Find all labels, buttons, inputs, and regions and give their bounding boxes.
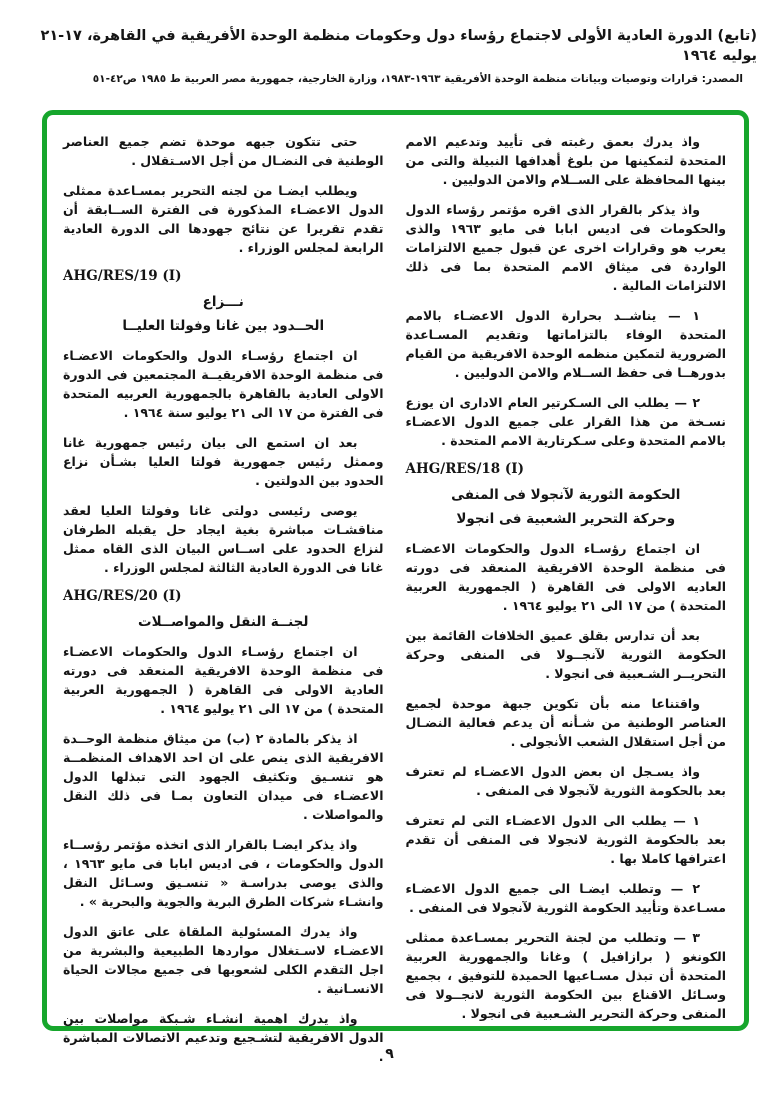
paragraph: حتى تتكون جبهه موحدة تضم جميع العناصر الوطنية فى النضـال من أجل الاسـتقلال . <box>63 134 384 168</box>
paragraph: واذ يدرك اهمية انشـاء شـبكة مواصلات بين الدول الافريقية لتشـجيع وتدعيم الاتصالات المباشرة . <box>63 1011 384 1064</box>
paragraph: واقتناعا منه بأن تكوين جبهة موحدة لجميع العناصر الوطنية من شـأنه أن يدعم فعالية النضـال من أجل استقلال الشعب الأنجولى . <box>405 696 726 749</box>
document-header <box>0 0 779 85</box>
paragraph: ١ — يطلب الى الدول الاعضـاء التى لم تعترف بعد بالحكومة الثورية لانجولا فى المنفى أن تقدم اعترافها كاملا بها . <box>405 813 726 866</box>
section-heading-line: الحــدود بين غانا وفولتا العليــا <box>122 318 325 334</box>
paragraph: ان اجتماع رؤسـاء الدول والحكومات الاعضـاء فى منظمة الوحدة الافريقية المنعقد فى دورته العادية الاولى فى القاهرة ( الجمهورية العربية المتحدة ) من ١٧ الى ٢١ يوليو ١٩٦٤ . <box>63 644 384 716</box>
paragraph: واذ يسـجل ان بعض الدول الاعضـاء لم تعترف بعد بالحكومة الثورية لآنجولا فى المنفى . <box>405 764 726 798</box>
section-heading-line: وحركة التحرير الشعبية فى انجولا <box>456 511 676 527</box>
resolution-code: AHG/RES/18 (I) <box>405 461 524 477</box>
paragraph: واذ يذكر بالقرار الذى اقره مؤتمر رؤساء الدول والحكومات فى اديس ابابا فى مايو ١٩٦٣ والذى يعرب هو وقرارات اخرى عن قبول جميع الالتزامات الواردة فى ميثاق الامم المتحدة بما فى ذلك الالتزامات المالية . <box>405 202 726 293</box>
paragraph: واذ يدرك بعمق رغبته فى تأييد وتدعيم الامم المتحدة لتمكينها من بلوغ أهدافها النبيلة والتى من بينها المحافظة على الســلام والامن الدوليين . <box>405 134 726 187</box>
paragraph: ١ — يناشــد بحرارة الدول الاعضـاء بالامم المتحدة الوفاء بالتزاماتها وتقديم المسـاعدة الضرورية لتمكين منظمه الوحدة الافريقية من القيام بدورهــا فى حفظ الســلام والامن الدوليين . <box>405 308 726 380</box>
paragraph: واذ يذكر ايضـا بالقرار الذى اتخذه مؤتمر رؤســاء الدول والحكومات ، فى اديس ابابا فى مايو ١٩٦٣ ، والذى يوصى بدراسـة « تنسـيق وسـائل النقل وانشـاء شركات الطرق البرية والجوية والبحرية » . <box>63 837 384 909</box>
paragraph: واذ يدرك المسئولية الملقاة على عاتق الدول الاعضـاء لاسـتغلال مواردها الطبيعية والبشرية من اجل التقدم الكلى لشعوبها فى جميع مجالات الحياة الانسـانية . <box>63 924 384 996</box>
column-left <box>63 132 384 1064</box>
section-heading <box>63 294 384 334</box>
page-number: ٩ <box>385 1046 394 1062</box>
paragraph: اذ يذكر بالمادة ٢ (ب) من ميثاق منظمة الوحــدة الافريقية الذى ينص على ان احد الاهداف المنظمــة هو تنسـيق وتكثيف الجهود التى تبذلها الدول الاعضـاء فى ميدان التعاون بمـا فى ذلك النقل والمواصلات . <box>63 731 384 822</box>
paragraph: ٢ — يطلب الى السـكرتير العام الادارى ان يوزع نسـخة من هذا القرار على جميع الدول الاعضـاء بالامم المتحدة وعلى سـكرتارية الامم المتحدة . <box>405 395 726 448</box>
resolution-code: AHG/RES/19 (I) <box>63 268 182 284</box>
two-column-text <box>47 115 744 1064</box>
paragraph: ٢ — وتطلب ايضـا الى جميع الدول الاعضـاء مسـاعدة وتأييد الحكومة الثورية لآنجولا فى المنفى . <box>405 881 726 915</box>
resolution-code: AHG/RES/20 (I) <box>63 588 182 604</box>
column-right <box>405 132 727 1021</box>
paragraph: ٣ — وتطلب من لجنة التحرير بمسـاعدة ممثلى الكونغو ( برازافيل ) وغانا والجمهورية العربية المتحدة أن تبذل مسـاعيها الحميدة للتوفيق ، بجميع وسـائل الاقناع بين الحكومة الثورية لانجــولا فى المنفى وحركة التحرير الشـعبية فى انجولا . <box>405 930 726 1021</box>
paragraph: ان اجتماع رؤسـاء الدول والحكومات الاعضـاء فى منظمة الوحدة الافريقيــة المجتمعين فى الدورة الاولى العادية بالقاهرة بالجمهورية العربيه المتحدة فى الفترة من ١٧ الى ٢١ يوليو سنة ١٩٦٤ . <box>63 348 384 420</box>
green-frame <box>42 110 749 1064</box>
section-heading-line: لجنــة النقل والمواصــلات <box>138 614 309 630</box>
section-heading <box>406 487 727 527</box>
session-title: (تابع) الدورة العادية الأولى لاجتماع رؤساء دول وحكومات منظمة الوحدة الأفريقية في القاهرة، ١٧-٢١ يوليه ١٩٦٤ <box>40 28 757 65</box>
paragraph: ان اجتماع رؤسـاء الدول والحكومات الاعضـاء فى منظمة الوحدة الافريقية المنعقد فى دورته العاديه الاولى فى القاهرة ( الجمهورية العربية المتحدة ) من ١٧ الى ٢١ يوليو ١٩٦٤ . <box>405 541 726 613</box>
section-heading <box>63 614 384 630</box>
paragraph: ويطلب ايضـا من لجنه التحرير بمسـاعدة ممثلى الدول الاعضـاء المذكورة فى الفترة الســابقة أن تقدم تقريرا عن نتائج جهودها الى الدورة العادية الرابعة لمجلس الوزراء . <box>63 183 384 255</box>
paragraph: بعد أن تدارس بقلق عميق الخلافات القائمة بين الحكومة الثورية لآنجــولا فى المنفى وحركة التحريــر الشـعبية فى انجولا . <box>405 628 726 681</box>
paragraph: بعد ان استمع الى بيان رئيس جمهورية غانا وممثل رئيس جمهورية فولتا العليا بشـأن نزاع الحدود بين الدولتين . <box>63 435 384 488</box>
section-heading-line: نـــزاع <box>202 294 244 310</box>
page-footer <box>0 1046 779 1062</box>
paragraph: يوصى رئيسى دولتى غانا وفولتا العليا لعقد مناقشـات مباشرة بغية ايجاد حل يقبله الطرفان لنزاع الحدود على اســاس البيان الذى القاه ممثل غانا فى الدورة العادية الثالثة لمجلس الوزراء . <box>63 503 384 575</box>
section-heading-line: الحكومة الثورية لآنجولا فى المنفى <box>451 487 681 503</box>
source-citation: المصدر: قرارات وتوصيات وبيانات منظمة الوحدة الأفريقية ١٩٦٣-١٩٨٣، وزارة الخارجية، جمهورية مصر العربية ط ١٩٨٥ ص٤٢-٥١ <box>92 72 743 85</box>
